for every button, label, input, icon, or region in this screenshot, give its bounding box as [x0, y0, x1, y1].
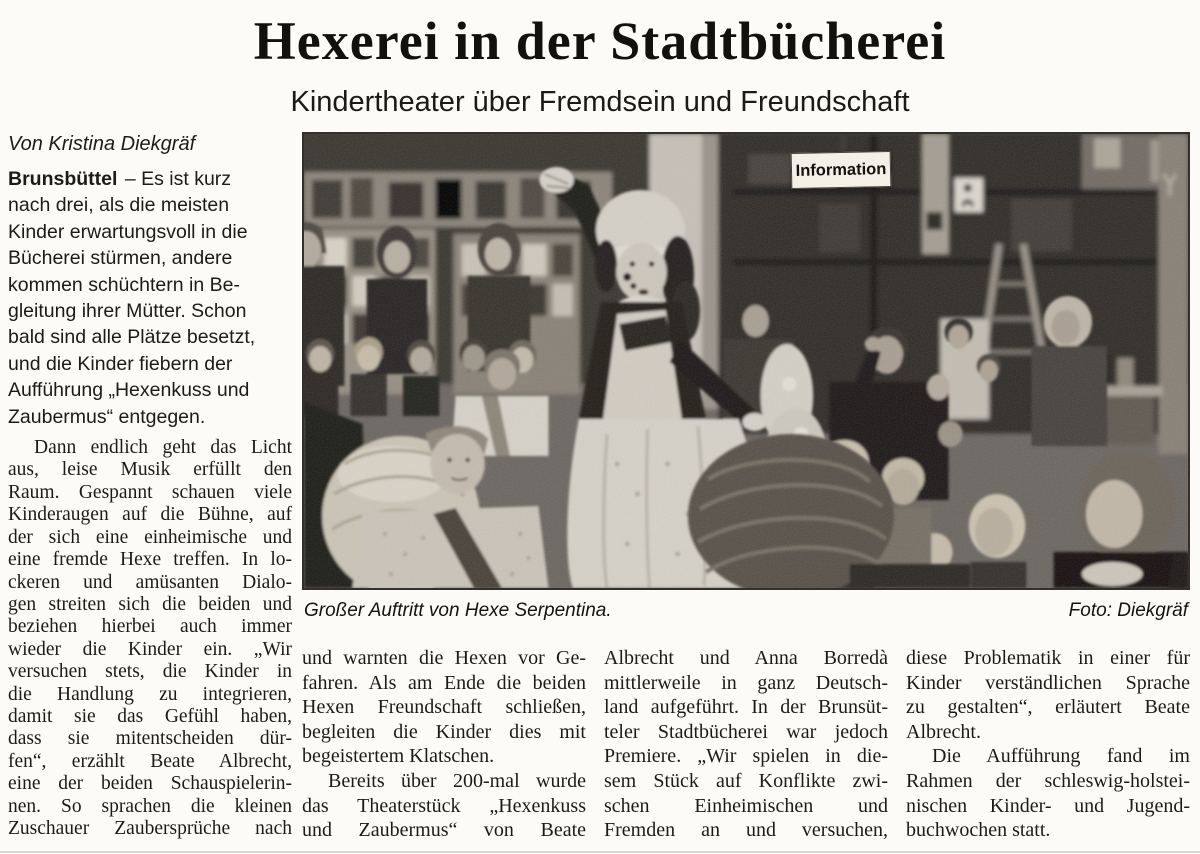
- subtitle: Kindertheater über Fremdsein und Freundschaft: [290, 86, 910, 118]
- photo-caption: Großer Auftritt von Hexe Serpentina.: [304, 600, 612, 621]
- article-column-1: [8, 132, 302, 843]
- text-line: kommen schüchtern in Be-: [8, 273, 240, 296]
- text-line: Premiere. „Wir spielen in die-: [604, 745, 888, 768]
- text-line: Bücherei stürmen, andere: [8, 247, 233, 270]
- location-lead: Brunsbüttel: [8, 168, 118, 190]
- text-line: teler Stadtbücherei war jedoch: [604, 720, 888, 743]
- lead-paragraph-lines: [8, 192, 292, 430]
- text-line: begleiten die Kinder dies mit: [302, 720, 586, 743]
- text-line: beziehen hierbei auch immer: [8, 616, 292, 638]
- text-line: und Zaubermus“ von Beate: [302, 819, 586, 842]
- text-line: Die Aufführung fand im: [932, 745, 1190, 768]
- text-line: diese Problematik in einer für: [906, 647, 1190, 669]
- column-3-paragraph: [604, 646, 888, 843]
- information-sign: Information: [791, 151, 892, 189]
- text-line: aus, leise Musik erfüllt den: [8, 459, 292, 481]
- text-line: Fremden an und versuchen,: [604, 819, 888, 842]
- text-line: damit sie das Gefühl haben,: [8, 705, 292, 727]
- text-line: gleitung ihrer Mütter. Schon: [8, 300, 247, 323]
- text-line: sem Stück auf Konflikte zwi-: [604, 769, 888, 792]
- text-line: Dann endlich geht das Licht: [34, 437, 292, 459]
- text-line: gen streiten sich die beiden und: [8, 593, 292, 615]
- photo-caption-row: [304, 599, 1188, 623]
- text-line: Albrecht und Anna Borredà: [604, 647, 888, 669]
- text-line: versuchen stets, die Kinder in: [8, 661, 292, 683]
- text-line: wieder die Kinder ein. „Wir: [8, 638, 292, 660]
- lead-paragraph: [8, 166, 292, 430]
- body-paragraph-1: [8, 437, 292, 840]
- text-line: Kinder verständlichen Sprache: [906, 671, 1190, 694]
- byline: Von Kristina Diekgräf: [8, 133, 196, 155]
- text-line: der sich eine einheimische und: [8, 526, 292, 548]
- text-line: und die Kinder fiebern der: [8, 352, 233, 375]
- text-line: dass sie mitentscheiden dür-: [8, 728, 292, 750]
- text-line: Zaubermus“ entgegen.: [8, 405, 206, 428]
- photo-illustration: [304, 134, 1188, 588]
- text-line: Brunsbüttel – Es ist kurz: [8, 168, 232, 190]
- article-column-3: [604, 646, 888, 843]
- text-line: Kinder erwartungsvoll in die: [8, 220, 248, 243]
- column-2-paragraph-1: [302, 646, 586, 769]
- text-line: Aufführung „Hexenkuss und: [8, 379, 250, 402]
- column-4-paragraph-1: [906, 646, 1190, 744]
- text-line: Bereits über 200-mal wurde: [328, 769, 586, 792]
- text-line: zu gestalten“, erläutert Beate: [906, 696, 1190, 719]
- text-line: schen Einheimischen und: [604, 794, 888, 817]
- photo-credit: Foto: Diekgräf: [1068, 600, 1188, 621]
- article-right-block: [302, 132, 1190, 843]
- text-line: fahren. Als am Ende die beiden: [302, 671, 586, 694]
- text-line: Hexen Freundschaft schließen,: [302, 696, 586, 719]
- article-body: [0, 132, 1200, 843]
- article-photo: [302, 132, 1190, 590]
- text-line: Raum. Gespannt schauen viele: [8, 481, 292, 503]
- article-column-2: [302, 646, 586, 843]
- article-column-4: [906, 646, 1190, 843]
- text-line: nischen Kinder- und Jugend-: [906, 794, 1190, 817]
- text-line: das Theaterstück „Hexenkuss: [302, 794, 586, 817]
- text-line: Zuschauer Zaubersprüche nach: [8, 817, 292, 839]
- page-title: Hexerei in der Stadtbücherei: [253, 11, 947, 71]
- text-line: fen“, erzählt Beate Albrecht,: [8, 750, 292, 772]
- text-line: buchwochen statt.: [906, 819, 1051, 842]
- text-line: land aufgeführt. In der Brunsüt-: [604, 696, 888, 719]
- text-line: Rahmen der schleswig-holstei-: [906, 769, 1190, 792]
- text-line: mittlerweile in ganz Deutsch-: [604, 671, 888, 694]
- text-line: begeistertem Klatschen.: [302, 745, 495, 768]
- bottom-columns: [302, 646, 1190, 843]
- text-line: Albrecht.: [906, 720, 981, 743]
- text-line: eine fremde Hexe treffen. In lo-: [8, 549, 292, 571]
- page-bottom-edge: [0, 851, 1200, 853]
- text-line: bald sind alle Plätze besetzt,: [8, 326, 256, 349]
- text-line: und warnten die Hexen vor Ge-: [302, 647, 586, 669]
- text-line: eine der beiden Schauspielerin-: [8, 773, 292, 795]
- column-2-paragraph-2: [302, 769, 586, 843]
- text-line: nen. So sprachen die kleinen: [8, 795, 292, 817]
- text-line: die Handlung zu integrieren,: [8, 683, 292, 705]
- text-line: Kinderaugen auf die Bühne, auf: [8, 504, 292, 526]
- text-line: ckeren und amüsanten Dialo-: [8, 571, 292, 593]
- text-line: nach drei, als die meisten: [8, 194, 230, 217]
- column-4-paragraph-2: [906, 744, 1190, 842]
